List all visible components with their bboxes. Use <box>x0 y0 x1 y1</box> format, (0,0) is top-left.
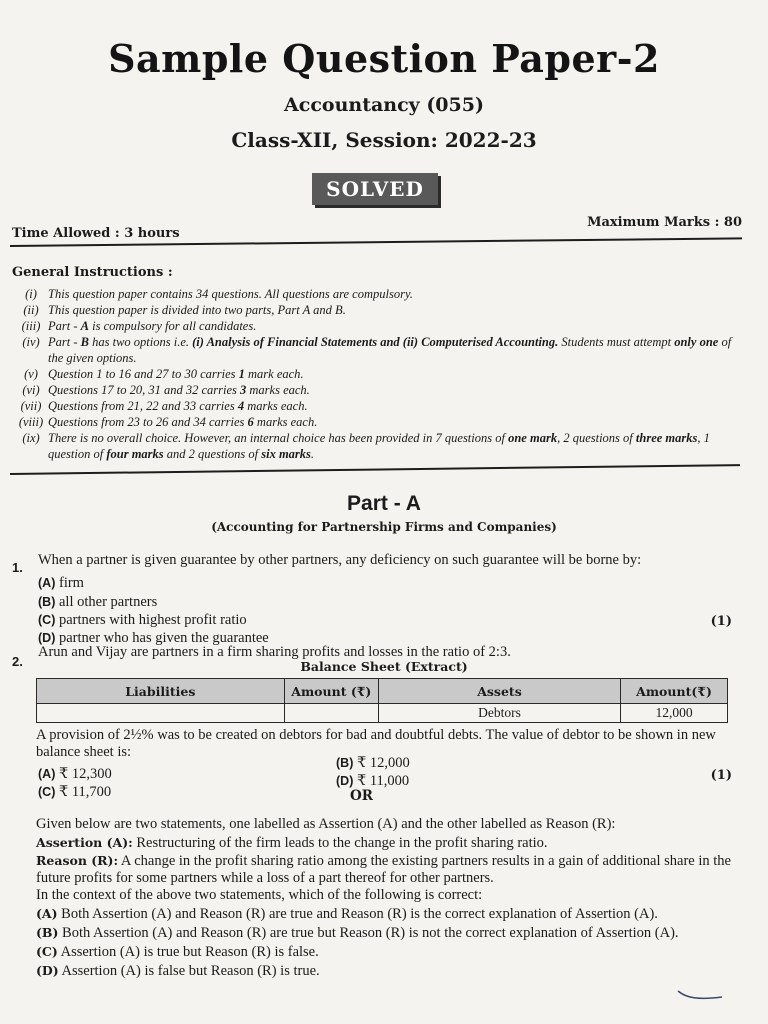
question-marks: (1) <box>710 768 732 783</box>
instruction-text: Questions from 23 to 26 and 34 carries 6 marks each. <box>48 415 318 429</box>
ar-option-d <box>36 962 736 980</box>
reason-label: Reason (R): <box>36 853 119 868</box>
option-text: partners with highest profit ratio <box>58 612 247 628</box>
assertion-label: Assertion (A): <box>36 835 133 850</box>
question-text: Arun and Vijay are partners in a firm sharing profits and losses in the ratio of 2:3. <box>38 644 511 660</box>
class-session: Class-XII, Session: 2022-23 <box>231 128 537 152</box>
instructions-divider <box>10 464 740 475</box>
instruction-text: Questions from 21, 22 and 33 carries 4 marks each. <box>48 399 308 413</box>
option-text: Assertion (A) is true but Reason (R) is false. <box>60 944 319 960</box>
column-header: Amount (₹) <box>284 679 378 704</box>
instruction-number: (viii) <box>18 415 44 429</box>
ar-option-a <box>36 905 736 923</box>
instruction-number: (vii) <box>20 399 42 413</box>
question-paragraph: A provision of 2½% was to be created on debtors for bad and doubtful debts. The value of debtor to be shown in new balance sheet is: <box>36 727 716 760</box>
column-header: Amount(₹) <box>621 679 728 704</box>
or-separator: OR <box>350 788 373 804</box>
assertion-statement <box>36 834 736 852</box>
instruction-text: Questions 17 to 20, 31 and 32 carries 3 marks each. <box>48 383 310 397</box>
option-text: all other partners <box>58 594 158 610</box>
general-instructions-heading: General Instructions : <box>12 265 173 280</box>
table-cell: Debtors <box>378 704 620 723</box>
question-text: When a partner is given guarantee by other partners, any deficiency on such guarantee will be borne by: <box>38 552 642 568</box>
ink-mark <box>676 988 724 1002</box>
ar-option-c <box>36 943 736 961</box>
option-text: ₹ 12,300 <box>58 766 112 782</box>
question-marks: (1) <box>710 614 732 629</box>
instruction-number: (iv) <box>22 335 40 349</box>
instruction-number: (i) <box>25 287 37 301</box>
instruction-item <box>14 302 742 318</box>
option-label: (D) <box>336 774 354 788</box>
instruction-number: (vi) <box>22 383 40 397</box>
option-b <box>38 593 157 611</box>
table-cell <box>37 704 285 723</box>
option-text: partner who has given the guarantee <box>58 630 269 646</box>
instruction-item <box>14 286 742 302</box>
assertion-intro: Given below are two statements, one labelled as Assertion (A) and the other labelled as Reason (R): <box>36 816 616 832</box>
ar-option-b <box>36 924 736 942</box>
balance-sheet-table <box>36 678 728 723</box>
option-label: (C) <box>38 613 56 627</box>
option-text: ₹ 11,700 <box>58 784 112 800</box>
option-label: (A) <box>36 906 58 921</box>
option-label: (A) <box>38 576 56 590</box>
option-b <box>336 754 410 772</box>
instruction-text: This question paper is divided into two parts, Part A and B. <box>48 303 346 317</box>
instruction-item <box>14 414 742 430</box>
option-text: Both Assertion (A) and Reason (R) are true but Reason (R) is not the correct explanation of Assertion (A). <box>62 925 679 941</box>
option-text: ₹ 11,000 <box>356 773 410 789</box>
instruction-number: (ii) <box>23 303 39 317</box>
column-header: Liabilities <box>37 679 285 704</box>
table-row <box>37 704 728 723</box>
option-label: (A) <box>38 767 56 781</box>
option-text: ₹ 12,000 <box>356 755 410 771</box>
instruction-text: There is no overall choice. However, an internal choice has been provided in 7 questions of one mark, 2 questions of three marks, 1 question of four marks and 2 questions of six marks. <box>48 431 710 461</box>
instruction-item <box>14 318 742 334</box>
column-header: Assets <box>378 679 620 704</box>
instruction-number: (iii) <box>21 319 41 333</box>
instruction-text: Part - A is compulsory for all candidates. <box>48 319 257 333</box>
reason-statement <box>36 852 736 887</box>
option-a <box>38 574 84 592</box>
instruction-text: Part - B has two options i.e. (i) Analysis of Financial Statements and (ii) Computerised Accounting. Students must attempt only one of the given options. <box>48 335 732 365</box>
option-text: Both Assertion (A) and Reason (R) are true and Reason (R) is the correct explanation of Assertion (A). <box>61 906 658 922</box>
balance-sheet-title: Balance Sheet (Extract) <box>300 659 468 674</box>
table-header-row <box>37 679 728 704</box>
option-a <box>38 765 112 783</box>
option-c <box>38 783 111 801</box>
option-label: (B) <box>36 925 59 940</box>
subject-title: Accountancy (055) <box>284 94 484 116</box>
option-label: (B) <box>336 756 354 770</box>
part-a-subtitle: (Accounting for Partnership Firms and Companies) <box>211 520 557 534</box>
maximum-marks: Maximum Marks : 80 <box>587 215 742 230</box>
instruction-number: (ix) <box>22 431 40 445</box>
option-label: (C) <box>38 785 56 799</box>
option-label: (C) <box>36 944 58 959</box>
instruction-text: This question paper contains 34 questions. All questions are compulsory. <box>48 287 413 301</box>
instruction-item <box>14 430 742 462</box>
question-number: 1. <box>12 560 23 575</box>
instruction-item <box>14 398 742 414</box>
paper-title: Sample Question Paper-2 <box>108 36 660 81</box>
option-label: (D) <box>38 631 56 645</box>
instruction-item <box>14 382 742 398</box>
part-a-title: Part - A <box>347 492 421 515</box>
instruction-number: (v) <box>24 367 38 381</box>
table-cell <box>284 704 378 723</box>
context-question: In the context of the above two statements, which of the following is correct: <box>36 887 483 903</box>
time-allowed: Time Allowed : 3 hours <box>12 226 180 241</box>
option-label: (B) <box>38 595 56 609</box>
instruction-text: Question 1 to 16 and 27 to 30 carries 1 mark each. <box>48 367 304 381</box>
option-text: Assertion (A) is false but Reason (R) is true. <box>61 963 320 979</box>
instruction-item <box>14 366 742 382</box>
option-c <box>38 611 247 629</box>
instruction-item <box>14 334 742 366</box>
general-instructions-list <box>14 286 742 462</box>
solved-badge: SOLVED <box>312 173 438 205</box>
table-cell: 12,000 <box>621 704 728 723</box>
reason-text: A change in the profit sharing ratio among the existing partners results in a gain of additional share in the future profits for some partners while a loss of a part thereof for other partners. <box>36 853 731 886</box>
option-text: firm <box>58 575 84 591</box>
option-label: (D) <box>36 963 59 978</box>
question-number: 2. <box>12 654 23 669</box>
assertion-text: Restructuring of the firm leads to the change in the profit sharing ratio. <box>132 835 548 851</box>
